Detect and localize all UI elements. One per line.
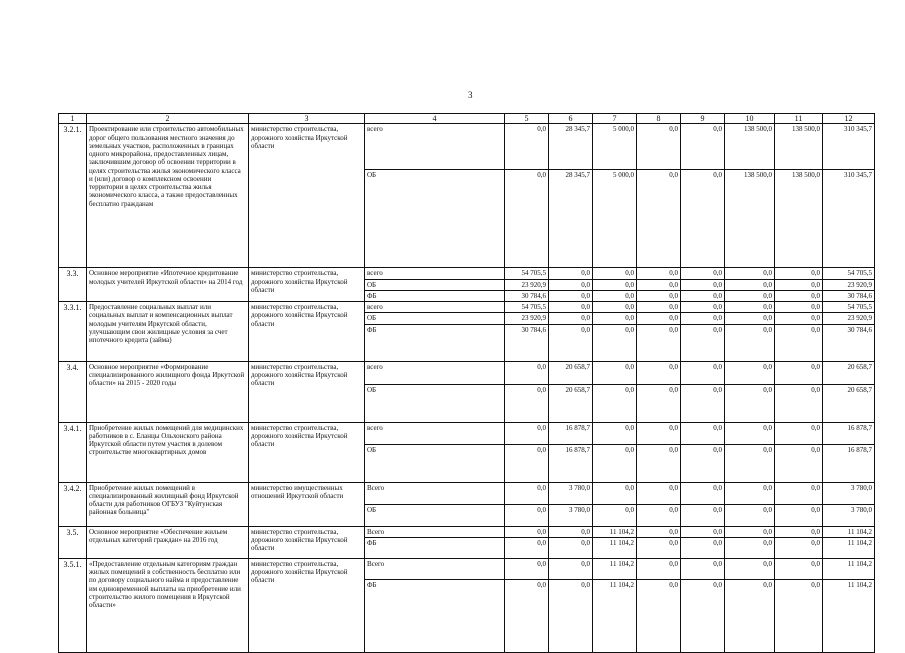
amount-cell: 0,0 <box>637 444 681 482</box>
funding-source: ОБ <box>365 313 505 324</box>
row-name: Проектирование или строительство автомобильных дорог общего пользования местного значения до земельных участков, расположенных в границах одного микрорайона, предоставленных лицам, заключившим договор об освоении территории в целях строительства жилья экономического класса и (или) договор о комплексном освоении территории в целях строительства жилья экономического класса, а также предоставленных бесплатно гражданам <box>87 124 249 268</box>
row-name: Основное мероприятие «Формирование специализированного жилищного фонда Иркутской области» на 2015 - 2020 годы <box>87 361 249 422</box>
amount-cell: 0,0 <box>637 422 681 444</box>
amount-cell: 0,0 <box>681 482 725 504</box>
amount-cell: 23 920,9 <box>823 313 875 324</box>
row-executor: министерство строительства, дорожного хозяйства Иркутской области <box>249 268 365 302</box>
table-row <box>59 558 875 579</box>
funding-source: ОБ <box>365 444 505 482</box>
amount-cell: 0,0 <box>637 361 681 384</box>
amount-cell: 0,0 <box>505 526 549 537</box>
amount-cell: 54 705,5 <box>823 268 875 279</box>
amount-cell: 28 345,7 <box>549 124 593 170</box>
header-cell: 10 <box>725 114 775 124</box>
amount-cell: 0,0 <box>593 384 637 422</box>
header-cell: 5 <box>505 114 549 124</box>
funding-source: Всего <box>365 482 505 504</box>
amount-cell: 11 104,2 <box>593 537 637 558</box>
amount-cell: 28 345,7 <box>549 170 593 268</box>
amount-cell: 0,0 <box>593 422 637 444</box>
header-cell: 12 <box>823 114 875 124</box>
amount-cell: 0,0 <box>637 579 681 652</box>
amount-cell: 0,0 <box>725 526 775 537</box>
funding-source: ФБ <box>365 579 505 652</box>
amount-cell: 310 345,7 <box>823 170 875 268</box>
amount-cell: 0,0 <box>681 302 725 313</box>
amount-cell: 54 705,5 <box>823 302 875 313</box>
amount-cell: 0,0 <box>637 482 681 504</box>
header-cell: 3 <box>249 114 365 124</box>
amount-cell: 0,0 <box>505 558 549 579</box>
row-executor: министерство имущественных отношений Иркутской области <box>249 482 365 526</box>
amount-cell: 0,0 <box>549 537 593 558</box>
amount-cell: 0,0 <box>725 290 775 301</box>
row-name: Основное мероприятие «Обеспечение жильем отдельных категорий граждан» на 2016 год <box>87 526 249 558</box>
amount-cell: 0,0 <box>549 268 593 279</box>
amount-cell: 20 658,7 <box>549 384 593 422</box>
amount-cell: 11 104,2 <box>593 558 637 579</box>
amount-cell: 0,0 <box>725 482 775 504</box>
table-row <box>59 268 875 279</box>
amount-cell: 0,0 <box>593 313 637 324</box>
row-code: 3.2.1. <box>59 124 87 268</box>
amount-cell: 0,0 <box>505 361 549 384</box>
page-number: 3 <box>468 90 473 100</box>
funding-source: всего <box>365 124 505 170</box>
amount-cell: 0,0 <box>681 558 725 579</box>
row-code: 3.5.1. <box>59 558 87 652</box>
row-executor: министерство строительства, дорожного хозяйства Иркутской области <box>249 361 365 422</box>
row-code: 3.4. <box>59 361 87 422</box>
header-cell: 9 <box>681 114 725 124</box>
row-code: 3.3. <box>59 268 87 302</box>
amount-cell: 0,0 <box>505 537 549 558</box>
funding-source: всего <box>365 302 505 313</box>
budget-table <box>58 113 875 653</box>
amount-cell: 0,0 <box>681 324 725 361</box>
amount-cell: 0,0 <box>681 290 725 301</box>
amount-cell: 0,0 <box>725 268 775 279</box>
amount-cell: 0,0 <box>681 170 725 268</box>
amount-cell: 0,0 <box>681 384 725 422</box>
header-cell: 4 <box>365 114 505 124</box>
row-executor: министерство строительства, дорожного хозяйства Иркутской области <box>249 302 365 362</box>
amount-cell: 0,0 <box>681 526 725 537</box>
row-code: 3.3.1. <box>59 302 87 362</box>
amount-cell: 0,0 <box>725 384 775 422</box>
amount-cell: 0,0 <box>637 558 681 579</box>
amount-cell: 0,0 <box>725 302 775 313</box>
amount-cell: 0,0 <box>549 558 593 579</box>
header-cell: 6 <box>549 114 593 124</box>
funding-source: ОБ <box>365 170 505 268</box>
row-executor: министерство строительства, дорожного хозяйства Иркутской области <box>249 422 365 482</box>
amount-cell: 30 784,6 <box>505 290 549 301</box>
funding-source: ОБ <box>365 384 505 422</box>
amount-cell: 0,0 <box>593 361 637 384</box>
row-code: 3.5. <box>59 526 87 558</box>
amount-cell: 0,0 <box>593 482 637 504</box>
funding-source: ФБ <box>365 324 505 361</box>
amount-cell: 11 104,2 <box>823 537 875 558</box>
amount-cell: 0,0 <box>549 279 593 290</box>
amount-cell: 0,0 <box>681 537 725 558</box>
amount-cell: 0,0 <box>637 268 681 279</box>
amount-cell: 11 104,2 <box>593 526 637 537</box>
row-executor: министерство строительства, дорожного хозяйства Иркутской области <box>249 558 365 652</box>
amount-cell: 0,0 <box>637 526 681 537</box>
amount-cell: 0,0 <box>637 302 681 313</box>
amount-cell: 20 658,7 <box>549 361 593 384</box>
amount-cell: 0,0 <box>681 579 725 652</box>
amount-cell: 138 500,0 <box>725 170 775 268</box>
amount-cell: 23 920,9 <box>505 313 549 324</box>
amount-cell: 0,0 <box>637 324 681 361</box>
row-code: 3.4.2. <box>59 482 87 526</box>
amount-cell: 0,0 <box>725 579 775 652</box>
amount-cell: 0,0 <box>637 279 681 290</box>
amount-cell: 0,0 <box>549 313 593 324</box>
amount-cell: 0,0 <box>681 422 725 444</box>
amount-cell: 0,0 <box>725 537 775 558</box>
row-name: Приобретение жилых помещений для медицинских работников в с. Еланцы Ольхонского района Иркутской области путем участия в долевом строительстве многоквартирных домов <box>87 422 249 482</box>
amount-cell: 0,0 <box>505 482 549 504</box>
amount-cell: 0,0 <box>775 302 823 313</box>
amount-cell: 0,0 <box>505 170 549 268</box>
amount-cell: 0,0 <box>775 384 823 422</box>
header-cell: 1 <box>59 114 87 124</box>
amount-cell: 0,0 <box>505 444 549 482</box>
amount-cell: 0,0 <box>549 290 593 301</box>
amount-cell: 0,0 <box>775 361 823 384</box>
amount-cell: 0,0 <box>775 558 823 579</box>
amount-cell: 138 500,0 <box>725 124 775 170</box>
amount-cell: 0,0 <box>775 579 823 652</box>
amount-cell: 0,0 <box>505 124 549 170</box>
funding-source: ОБ <box>365 504 505 526</box>
amount-cell: 0,0 <box>775 268 823 279</box>
amount-cell: 0,0 <box>775 279 823 290</box>
amount-cell: 0,0 <box>775 422 823 444</box>
amount-cell: 0,0 <box>505 422 549 444</box>
amount-cell: 30 784,6 <box>823 324 875 361</box>
row-code: 3.4.1. <box>59 422 87 482</box>
row-executor: министерство строительства, дорожного хозяйства Иркутской области <box>249 124 365 268</box>
table-row <box>59 302 875 313</box>
amount-cell: 0,0 <box>549 579 593 652</box>
row-executor: министерство строительства, дорожного хозяйства Иркутской области <box>249 526 365 558</box>
amount-cell: 0,0 <box>775 290 823 301</box>
amount-cell: 0,0 <box>593 290 637 301</box>
amount-cell: 0,0 <box>725 313 775 324</box>
amount-cell: 5 000,0 <box>593 170 637 268</box>
amount-cell: 0,0 <box>549 302 593 313</box>
amount-cell: 0,0 <box>725 324 775 361</box>
table-row <box>59 422 875 444</box>
amount-cell: 0,0 <box>505 579 549 652</box>
funding-source: Всего <box>365 526 505 537</box>
amount-cell: 0,0 <box>725 504 775 526</box>
amount-cell: 0,0 <box>681 504 725 526</box>
amount-cell: 5 000,0 <box>593 124 637 170</box>
amount-cell: 16 878,7 <box>549 444 593 482</box>
amount-cell: 0,0 <box>725 444 775 482</box>
header-cell: 2 <box>87 114 249 124</box>
header-cell: 8 <box>637 114 681 124</box>
amount-cell: 3 780,0 <box>823 482 875 504</box>
amount-cell: 20 658,7 <box>823 384 875 422</box>
amount-cell: 3 780,0 <box>823 504 875 526</box>
table-row <box>59 361 875 384</box>
table-row <box>59 482 875 504</box>
row-name: Основное мероприятие «Ипотечное кредитование молодых учителей Иркутской области» на 2014 год <box>87 268 249 302</box>
funding-source: всего <box>365 422 505 444</box>
amount-cell: 0,0 <box>593 324 637 361</box>
amount-cell: 30 784,6 <box>823 290 875 301</box>
amount-cell: 11 104,2 <box>823 558 875 579</box>
amount-cell: 0,0 <box>725 279 775 290</box>
amount-cell: 138 500,0 <box>775 124 823 170</box>
amount-cell: 0,0 <box>593 302 637 313</box>
amount-cell: 0,0 <box>775 482 823 504</box>
amount-cell: 0,0 <box>549 324 593 361</box>
amount-cell: 0,0 <box>681 444 725 482</box>
table-row <box>59 124 875 170</box>
amount-cell: 0,0 <box>725 422 775 444</box>
amount-cell: 0,0 <box>505 504 549 526</box>
funding-source: ФБ <box>365 537 505 558</box>
amount-cell: 0,0 <box>593 444 637 482</box>
amount-cell: 11 104,2 <box>593 579 637 652</box>
amount-cell: 0,0 <box>593 268 637 279</box>
row-name: «Предоставление отдельным категориям граждан жилых помещений в собственность бесплатно или по договору социального найма и предоставление им единовременной выплаты на приобретение или строительство жилого помещения в Иркутской области» <box>87 558 249 652</box>
amount-cell: 0,0 <box>775 313 823 324</box>
amount-cell: 16 878,7 <box>823 422 875 444</box>
amount-cell: 138 500,0 <box>775 170 823 268</box>
funding-source: всего <box>365 268 505 279</box>
amount-cell: 0,0 <box>725 558 775 579</box>
amount-cell: 0,0 <box>775 504 823 526</box>
funding-source: ОБ <box>365 279 505 290</box>
amount-cell: 11 104,2 <box>823 526 875 537</box>
amount-cell: 0,0 <box>637 313 681 324</box>
amount-cell: 3 780,0 <box>549 504 593 526</box>
amount-cell: 310 345,7 <box>823 124 875 170</box>
amount-cell: 30 784,6 <box>505 324 549 361</box>
amount-cell: 0,0 <box>775 537 823 558</box>
amount-cell: 0,0 <box>681 268 725 279</box>
amount-cell: 0,0 <box>637 537 681 558</box>
amount-cell: 0,0 <box>593 279 637 290</box>
amount-cell: 0,0 <box>775 324 823 361</box>
amount-cell: 0,0 <box>637 504 681 526</box>
amount-cell: 0,0 <box>505 384 549 422</box>
amount-cell: 0,0 <box>775 444 823 482</box>
header-cell: 11 <box>775 114 823 124</box>
funding-source: всего <box>365 361 505 384</box>
funding-source: Всего <box>365 558 505 579</box>
amount-cell: 0,0 <box>637 170 681 268</box>
amount-cell: 0,0 <box>549 526 593 537</box>
amount-cell: 0,0 <box>681 124 725 170</box>
amount-cell: 0,0 <box>681 361 725 384</box>
amount-cell: 11 104,2 <box>823 579 875 652</box>
amount-cell: 0,0 <box>637 384 681 422</box>
amount-cell: 0,0 <box>637 290 681 301</box>
table-row <box>59 526 875 537</box>
row-name: Предоставление социальных выплат или социальных выплат и компенсационных выплат молодым учителям Иркутской области, улучшающим свои жилищные условия за счет ипотечного кредита (займа) <box>87 302 249 362</box>
amount-cell: 3 780,0 <box>549 482 593 504</box>
amount-cell: 54 705,5 <box>505 302 549 313</box>
amount-cell: 54 705,5 <box>505 268 549 279</box>
amount-cell: 16 878,7 <box>549 422 593 444</box>
amount-cell: 0,0 <box>681 313 725 324</box>
header-row <box>59 114 875 124</box>
amount-cell: 23 920,9 <box>823 279 875 290</box>
row-name: Приобретение жилых помещений в специализированный жилищный фонд Иркутской области для работников ОГБУЗ "Куйтунская районная больница" <box>87 482 249 526</box>
amount-cell: 20 658,7 <box>823 361 875 384</box>
amount-cell: 23 920,9 <box>505 279 549 290</box>
amount-cell: 0,0 <box>725 361 775 384</box>
funding-source: ФБ <box>365 290 505 301</box>
amount-cell: 16 878,7 <box>823 444 875 482</box>
header-cell: 7 <box>593 114 637 124</box>
amount-cell: 0,0 <box>681 279 725 290</box>
amount-cell: 0,0 <box>775 526 823 537</box>
amount-cell: 0,0 <box>593 504 637 526</box>
amount-cell: 0,0 <box>637 124 681 170</box>
